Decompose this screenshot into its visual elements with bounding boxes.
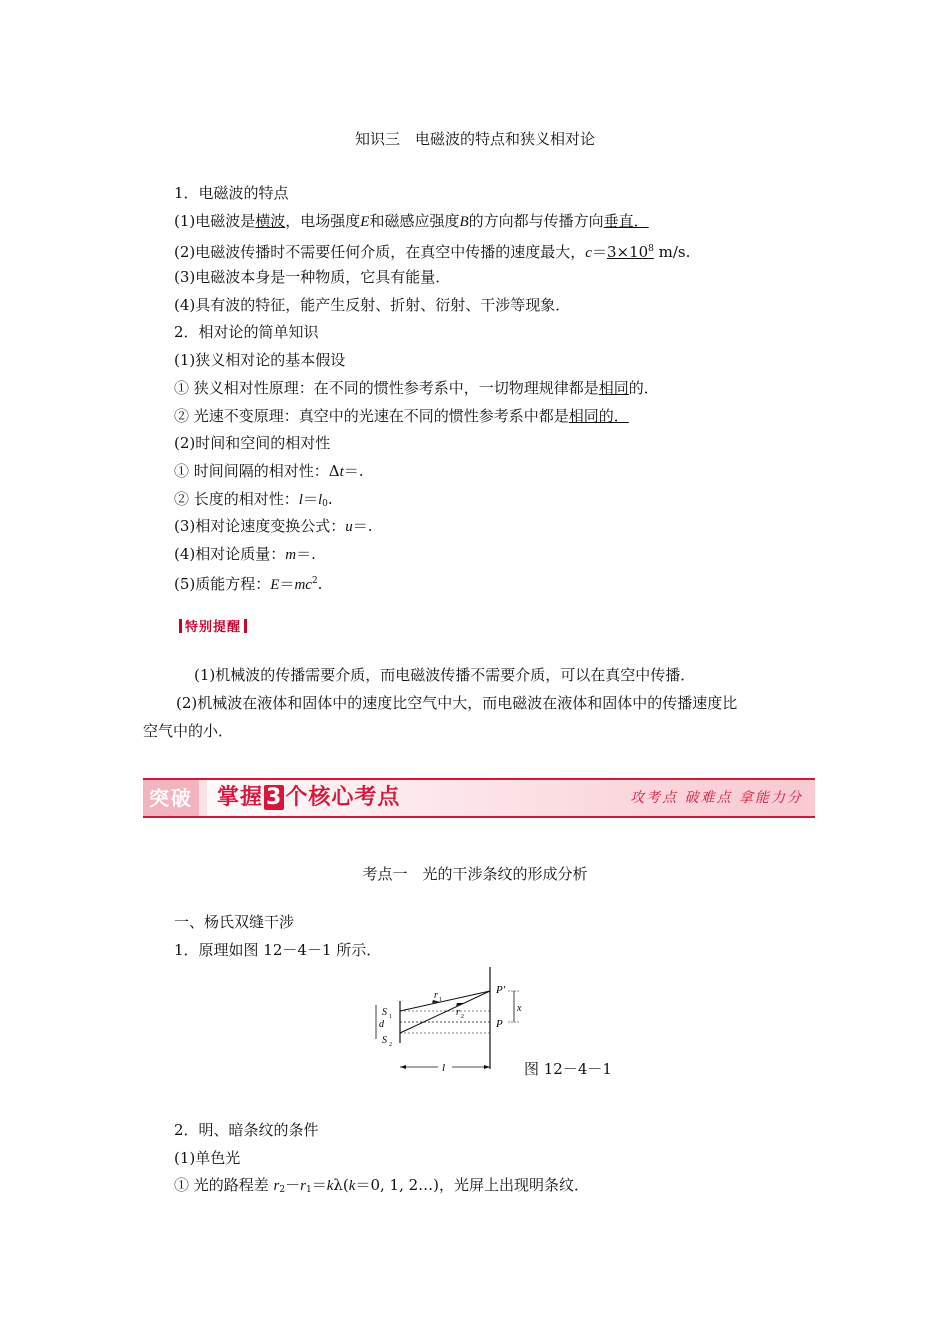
paragraph-length <box>174 489 333 514</box>
paragraph-path-difference <box>174 1175 589 1200</box>
symbol-mc: mc <box>294 577 312 593</box>
answer-underline: 垂直． <box>603 212 649 230</box>
text: 3×10 <box>606 243 649 261</box>
paragraph-velocity-transform <box>174 516 373 537</box>
text: ① 狭义相对性原理：在不同的惯性参考系中，一切物理规律都是 <box>174 379 599 397</box>
text: ＝0, 1, 2…) <box>355 1176 440 1194</box>
bracket-bar <box>244 619 247 633</box>
figure-caption: 图 12－4－1 <box>524 1060 612 1078</box>
bracket-bar <box>179 619 182 633</box>
text: 和磁感应强度 <box>369 212 460 230</box>
text: ，光屏上出现明条纹． <box>439 1176 590 1194</box>
tip-line-1: (1)机械波的传播需要介质，而电磁波传播不需要介质，可以在真空中传播． <box>194 666 696 684</box>
symbol-l: l <box>298 492 303 508</box>
tip-line-3: 空气中的小． <box>143 722 234 740</box>
exponent: 8 <box>648 244 654 254</box>
label-d: d <box>379 1019 384 1030</box>
text: ② 光速不变原理：真空中的光速在不同的惯性参考系中都是 <box>174 407 569 425</box>
symbol-c: c <box>585 245 592 261</box>
answer-underline: 相同 <box>598 379 629 397</box>
symbol-r: r <box>300 1178 306 1194</box>
answer-underline: 相同的． <box>568 407 629 425</box>
ray-r2 <box>400 991 490 1033</box>
heading-young-double-slit: 一、杨氏双缝干涉 <box>174 913 295 931</box>
paragraph-principle: 1．原理如图 12－4－1 所示． <box>174 941 382 959</box>
paragraph-transverse-wave <box>174 211 649 232</box>
heading-relativity: 2．相对论的简单知识 <box>174 323 319 341</box>
text: 的． <box>628 379 659 397</box>
text: 的方向都与传播方向 <box>468 212 604 230</box>
paragraph-spacetime: (2)时间和空间的相对性 <box>174 434 331 452</box>
banner-number: 3 <box>266 785 283 810</box>
symbol-k: k <box>326 1178 334 1194</box>
double-slit-figure <box>368 963 528 1079</box>
paragraph-time-dilation <box>174 461 364 482</box>
text: (1)电磁波是 <box>174 212 256 230</box>
symbol-lambda: λ <box>333 1176 343 1194</box>
label-S1: S <box>382 1007 387 1018</box>
label-P-prime: P′ <box>496 984 506 996</box>
banner-tag: 突破 <box>143 780 199 816</box>
text: 掌握 <box>217 785 264 810</box>
text: (3)相对论速度变换公式： <box>174 517 346 535</box>
text: (2)电磁波传播时不需要任何介质，在真空中传播的速度最大， <box>174 243 586 261</box>
tip-label: 特别提醒 <box>185 620 242 635</box>
text: ① 光的路程差 <box>174 1176 274 1194</box>
text: ② 长度的相对性： <box>174 490 299 508</box>
text: . <box>317 575 323 593</box>
symbol-r: r <box>273 1178 280 1194</box>
text: ＝. <box>343 462 364 480</box>
arrowhead <box>400 1065 406 1069</box>
label-S1-sub: 1 <box>389 1014 392 1020</box>
text: 个核心考点 <box>285 785 401 810</box>
text: － <box>285 1176 301 1194</box>
text: ＝ <box>279 575 295 593</box>
symbol-E: E <box>360 214 370 230</box>
answer-underline: 横波 <box>255 212 286 230</box>
text: ＝ <box>591 243 607 261</box>
text: m/s. <box>653 243 691 261</box>
text: . <box>327 490 333 508</box>
text: (4)相对论质量： <box>174 545 286 563</box>
label-S2: S <box>382 1035 387 1046</box>
paragraph-monochrome: (1)单色光 <box>174 1149 241 1167</box>
tip-line-2: (2)机械波在液体和固体中的速度比空气中大，而电磁波在液体和固体中的传播速度比 <box>176 694 738 712</box>
symbol-m: m <box>285 547 297 563</box>
paragraph-mass-energy <box>174 571 322 595</box>
label-r2: r <box>456 1007 460 1018</box>
arrowhead <box>484 1065 490 1069</box>
text: ＝. <box>352 517 373 535</box>
section-title: 考点一 光的干涉条纹的形成分析 <box>362 865 588 883</box>
special-reminder-label <box>176 616 250 635</box>
text: ，电场强度 <box>285 212 361 230</box>
paragraph-wave-features: (4)具有波的特征，能产生反射、折射、衍射、干涉等现象． <box>174 296 571 314</box>
banner-slogan: 攻考点 破难点 拿能力分 <box>630 790 803 806</box>
text: ( <box>342 1176 349 1194</box>
label-r1-sub: 1 <box>439 997 442 1003</box>
symbol-t: t <box>339 464 344 480</box>
label-l: l <box>442 1062 446 1074</box>
section-banner <box>143 778 815 818</box>
text: ① 时间间隔的相对性：Δ <box>174 462 340 480</box>
paragraph-postulates: (1)狭义相对论的基本假设 <box>174 351 346 369</box>
label-r1: r <box>434 990 438 1001</box>
heading-fringe-conditions: 2．明、暗条纹的条件 <box>174 1121 319 1139</box>
label-P: P <box>496 1018 503 1030</box>
paragraph-energy: (3)电磁波本身是一种物质，它具有能量． <box>174 268 451 286</box>
symbol-B: B <box>459 214 469 230</box>
subscript: 2 <box>279 1185 286 1195</box>
text: (5)质能方程： <box>174 575 271 593</box>
symbol-l0: l <box>317 492 323 508</box>
text: ＝ <box>311 1176 327 1194</box>
paragraph-relativity-principle <box>174 378 659 398</box>
heading-em-wave-features: 1．电磁波的特点 <box>174 184 289 202</box>
exponent: 2 <box>311 576 318 586</box>
symbol-u: u <box>345 519 353 535</box>
label-S2-sub: 2 <box>389 1042 392 1048</box>
label-r2-sub: 2 <box>461 1014 464 1020</box>
paragraph-rel-mass <box>174 544 316 565</box>
label-x: x <box>517 1003 522 1014</box>
section-title: 知识三 电磁波的特点和狭义相对论 <box>354 130 595 148</box>
paragraph-light-speed <box>174 406 629 426</box>
paragraph-speed <box>174 239 690 263</box>
subscript: 0 <box>322 499 328 509</box>
text: ＝ <box>302 490 318 508</box>
ray-r1 <box>400 991 490 1011</box>
symbol-k: k <box>348 1178 356 1194</box>
text: ＝. <box>296 545 316 563</box>
banner-tag-edge <box>199 780 207 816</box>
answer-underline <box>607 243 654 261</box>
banner-title <box>217 780 400 816</box>
symbol-E: E <box>270 577 280 593</box>
subscript: 1 <box>305 1185 312 1195</box>
